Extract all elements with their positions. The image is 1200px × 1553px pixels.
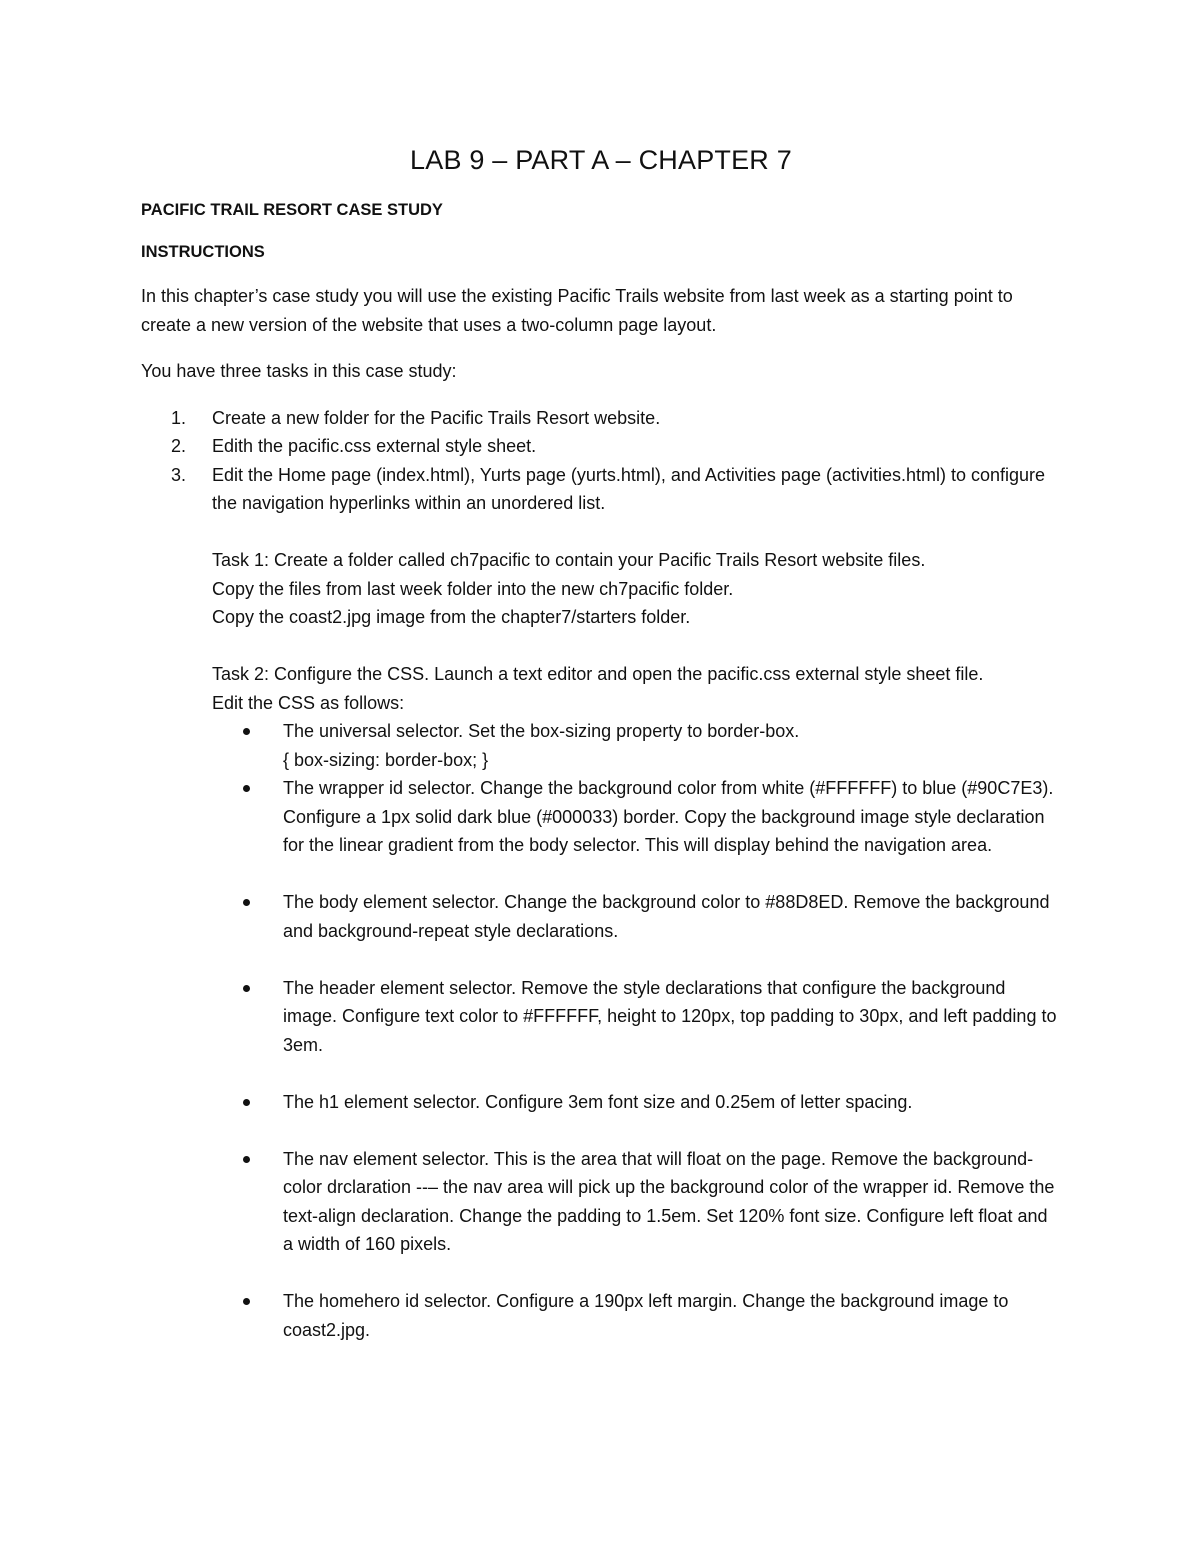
task2-line: Task 2: Configure the CSS. Launch a text editor and open the pacific.css external style sheet file. [212,664,984,684]
task2-block [212,660,1061,717]
css-step-item [141,1145,1061,1259]
tasks-intro: You have three tasks in this case study: [141,361,457,381]
bullet-icon [243,985,250,992]
css-step-item [141,1088,1061,1117]
css-step-item [141,1287,1061,1344]
task-text: Create a new folder for the Pacific Trails Resort website. [212,407,661,428]
css-step-text: The universal selector. Set the box-sizing property to border-box. [283,721,800,741]
task-number: 3. [171,464,187,485]
bullet-icon [243,728,250,735]
css-step-text: The h1 element selector. Configure 3em font size and 0.25em of letter spacing. [283,1091,913,1112]
bullet-icon [243,1298,250,1305]
bullet-icon [243,785,250,792]
css-step-text: The header element selector. Remove the style declarations that configure the background image. Configure text color to #FFFFFF, height to 120px, top padding to 30px, and left padding to 3em. [283,977,1057,1055]
task-text: Edit the Home page (index.html), Yurts page (yurts.html), and Activities page (activities.html) to configure the navigation hyperlinks within an unordered list. [212,464,1046,513]
spacer [141,632,1061,661]
task1-line: Copy the coast2.jpg image from the chapter7/starters folder. [212,607,691,627]
css-step-text: The body element selector. Change the background color to #88D8ED. Remove the background and background-repeat style declarations. [283,892,1050,941]
task1-block [212,546,1061,632]
css-step-item [141,774,1061,860]
task-text: Edith the pacific.css external style sheet. [212,436,537,456]
css-step-text: The homehero id selector. Configure a 190px left margin. Change the background image to coast2.jpg. [283,1291,1009,1340]
intro-paragraph: In this chapter’s case study you will use the existing Pacific Trails website from last week as a starting point to create a new version of the website that uses a two-column page layout. [141,286,1013,335]
task-list-item [141,432,1061,461]
task-list-item [141,404,1061,433]
css-step-text: The wrapper id selector. Change the background color from white (#FFFFFF) to blue (#90C7E3). Configure a 1px solid dark blue (#000033) border. Copy the background image style declaration for the linear gradient from the body selector. This will display behind the navigation area. [283,778,1054,855]
task1-line: Copy the files from last week folder into the new ch7pacific folder. [212,578,734,599]
instructions-heading: INSTRUCTIONS [141,243,265,261]
css-step-item [141,717,1061,774]
task-number: 1. [171,407,187,428]
bullet-icon [243,1099,250,1106]
task1-line: Task 1: Create a folder called ch7pacific to contain your Pacific Trails Resort website files. [212,550,926,570]
bullet-icon [243,899,250,906]
bullet-icon [243,1156,250,1163]
spacer [141,518,1061,547]
css-steps-list [141,717,1061,1344]
css-step-item [141,974,1061,1060]
document-content [141,140,1061,1344]
task2-line: Edit the CSS as follows: [212,692,405,713]
css-step-item [141,888,1061,945]
task-list-item [141,461,1061,518]
task-list [141,404,1061,518]
css-step-code: { box-sizing: border-box; } [283,749,489,770]
case-study-heading: PACIFIC TRAIL RESORT CASE STUDY [141,201,443,219]
task-number: 2. [171,436,187,456]
page-title: LAB 9 – PART A – CHAPTER 7 [410,145,792,175]
css-step-text: The nav element selector. This is the area that will float on the page. Remove the background-color drclaration --– the nav area will pick up the background color of the wrapper id. Remove the text-align declaration. Change the padding to 1.5em. Set 120% font size. Configure left float and a width of 160 pixels. [283,1148,1055,1254]
